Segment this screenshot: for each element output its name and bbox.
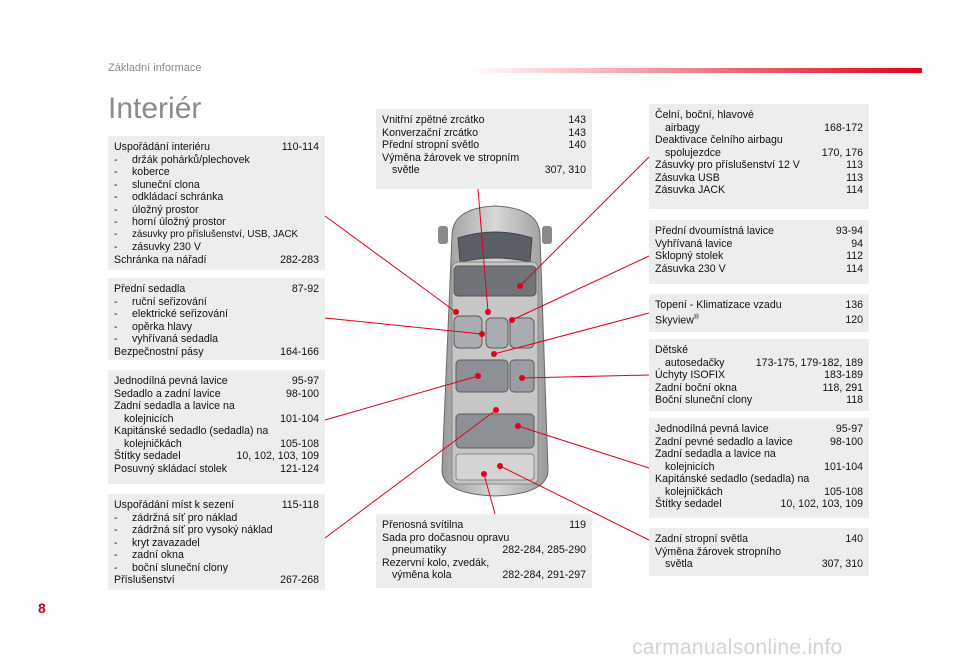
- van-body: [438, 206, 552, 496]
- callout-dot: [453, 309, 459, 315]
- callout-dot: [493, 407, 499, 413]
- box-airbags-sockets: Čelní, boční, hlavové airbagy 168-172 Deaktivace čelního airbagu spolujezdce 170, 176 Zásuvky pro příslušenství 12 V 113 Zásuvka USB 113 Zásuvka JACK 114: [649, 104, 869, 209]
- callout-dot: [497, 463, 503, 469]
- page-title: Interiér: [108, 92, 202, 125]
- box-rear-lights: Zadní stropní světla 140 Výměna žárovek stropního světla 307, 310: [649, 528, 869, 576]
- box-climate: Topení - Klimatizace vzadu 136 Skyview® 120: [649, 294, 869, 332]
- callout-dot: [515, 423, 521, 429]
- callout-dot: [479, 331, 485, 337]
- box-seating-layout: Uspořádání míst k sezení 115-118 - zádržná síť pro náklad - zádržná síť pro vysoký náklad - kryt zavazadel - zadní okna - boční sluneční clony Příslušenství 267-268: [108, 494, 325, 590]
- callout-dot: [481, 471, 487, 477]
- callout-dot: [519, 375, 525, 381]
- callout-dot: [491, 351, 497, 357]
- watermark-text: carmanualsonline.info: [632, 636, 843, 659]
- section-title: Základní informace: [108, 62, 202, 74]
- box-torch-repair: Přenosná svítilna 119 Sada pro dočasnou opravu pneumatiky 282-284, 285-290 Rezervní kolo, zvedák, výměna kola 282-284, 291-297: [376, 514, 592, 588]
- box-rear-seats-left: Jednodílná pevná lavice 95-97 Sedadlo a zadní lavice 98-100 Zadní sedadla a lavice na kolejnicích 101-104 Kapitánské sedadlo (sedadla) na kolejničkách 105-108 Štítky sedadel 10, 102, 103, 109 Posuvný skládací stolek 121-124: [108, 370, 325, 484]
- callout-dot: [485, 309, 491, 315]
- box-interior-layout: Uspořádání interiéru 110-114 - držák pohárků/plechovek - koberce - sluneční clona - odkládací schránka - úložný prostor - horní úložný prostor - zásuvky pro příslušenství, USB, JACK - zásuvky 230 V Schránka na nářadí 282-283: [108, 136, 325, 270]
- callout-dot: [509, 317, 515, 323]
- box-rear-seats-right: Jednodílná pevná lavice 95-97 Zadní pevné sedadlo a lavice 98-100 Zadní sedadla a lavice na kolejnicích 101-104 Kapitánské sedadlo (sedadla) na kolejničkách 105-108 Štítky sedadel 10, 102, 103, 109: [649, 418, 869, 518]
- box-child-seats: Dětské autosedačky 173-175, 179-182, 189 Úchyty ISOFIX 183-189 Zadní boční okna 118, 291 Boční sluneční clony 118: [649, 339, 869, 411]
- box-front-seats: Přední sedadla 87-92 - ruční seřizování - elektrické seřizování - opěrka hlavy - vyhřívaná sedadla Bezpečnostní pásy 164-166: [108, 278, 325, 360]
- box-mirrors-lights: Vnitřní zpětné zrcátko 143 Konverzační zrcátko 143 Přední stropní světlo 140 Výměna žárovek ve stropním světle 307, 310: [376, 109, 592, 189]
- box-front-bench: Přední dvoumístná lavice 93-94 Vyhřívaná lavice 94 Sklopný stolek 112 Zásuvka 230 V 114: [649, 220, 869, 284]
- callout-dot: [475, 373, 481, 379]
- callout-dot: [517, 283, 523, 289]
- page-number: 8: [38, 600, 46, 616]
